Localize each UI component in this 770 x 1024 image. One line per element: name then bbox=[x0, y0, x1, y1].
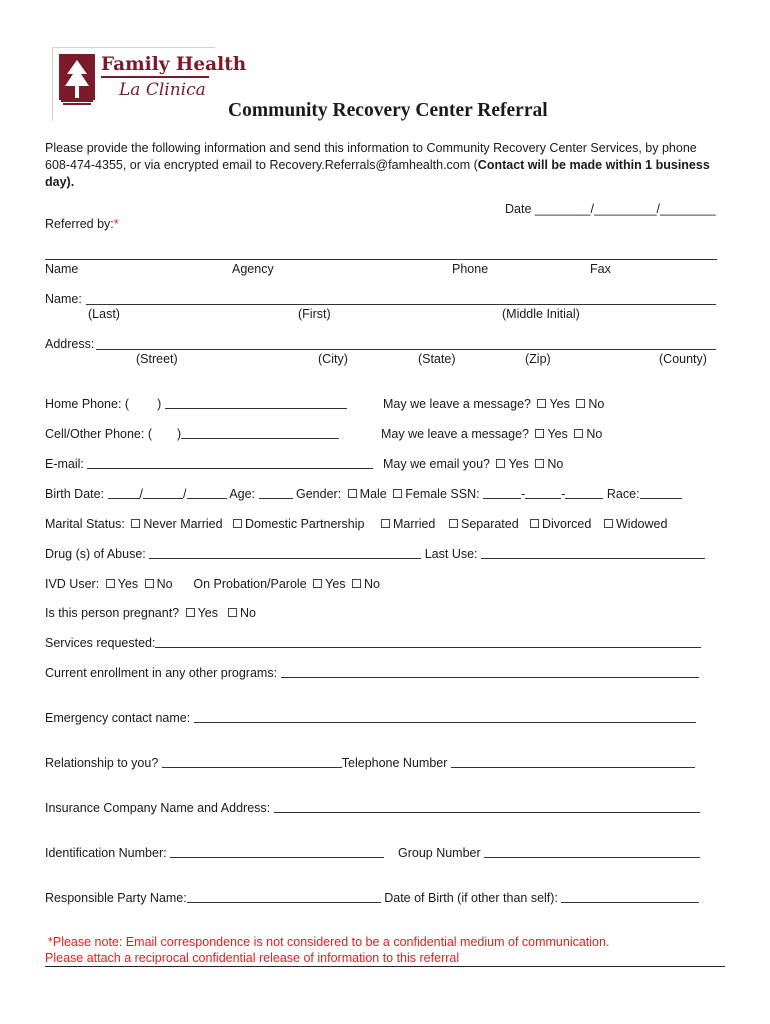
birth-day-input[interactable] bbox=[143, 487, 183, 499]
birth-year-input[interactable] bbox=[187, 487, 227, 499]
checkbox-icon[interactable] bbox=[313, 579, 322, 588]
last-use-input[interactable] bbox=[481, 547, 705, 559]
relationship-row: Relationship to you? Telephone Number bbox=[45, 756, 695, 770]
marital-row: Marital Status: Never Married bbox=[45, 517, 223, 531]
cell-phone-input[interactable] bbox=[181, 427, 339, 439]
insurance-row: Insurance Company Name and Address: bbox=[45, 801, 700, 815]
group-number-input[interactable] bbox=[484, 846, 700, 858]
identification-row: Identification Number: Group Number bbox=[45, 846, 700, 860]
email-question: May we email you? Yes No bbox=[383, 457, 564, 471]
emergency-row: Emergency contact name: bbox=[45, 711, 696, 725]
address-part-city: (City) bbox=[318, 352, 348, 366]
home-message-question: May we leave a message? Yes No bbox=[383, 397, 605, 411]
checkbox-icon[interactable] bbox=[186, 608, 195, 617]
checkbox-icon[interactable] bbox=[106, 579, 115, 588]
address-part-street: (Street) bbox=[136, 352, 178, 366]
checkbox-icon[interactable] bbox=[449, 519, 458, 528]
checkbox-icon[interactable] bbox=[535, 429, 544, 438]
telephone-input[interactable] bbox=[451, 756, 695, 768]
cell-phone-row: Cell/Other Phone: ( ) bbox=[45, 427, 339, 441]
enrollment-input[interactable] bbox=[281, 666, 699, 678]
referrer-line[interactable] bbox=[45, 259, 717, 260]
responsible-row: Responsible Party Name: Date of Birth (if other than self): bbox=[45, 891, 699, 905]
checkbox-icon[interactable] bbox=[393, 489, 402, 498]
drugs-input[interactable] bbox=[149, 547, 421, 559]
logo-rule bbox=[101, 76, 209, 78]
ssn-part2-input[interactable] bbox=[525, 487, 561, 499]
home-phone-label: Home Phone: ( bbox=[45, 397, 130, 411]
birth-row: Birth Date: / / Age: Gender: Male Female SSN: - - Race: bbox=[45, 487, 682, 501]
footer-rule bbox=[45, 966, 725, 967]
checkbox-icon[interactable] bbox=[604, 519, 613, 528]
services-row: Services requested: bbox=[45, 636, 701, 650]
checkbox-icon[interactable] bbox=[348, 489, 357, 498]
cell-phone-label: Cell/Other Phone: ( bbox=[45, 427, 152, 441]
services-input[interactable] bbox=[155, 636, 701, 648]
referrer-col-agency: Agency bbox=[232, 262, 274, 276]
checkbox-icon[interactable] bbox=[530, 519, 539, 528]
intro-bold: Contact will be made within 1 business day). bbox=[45, 158, 710, 189]
referrer-col-fax: Fax bbox=[590, 262, 611, 276]
referrer-col-phone: Phone bbox=[452, 262, 489, 276]
checkbox-icon[interactable] bbox=[131, 519, 140, 528]
checkbox-icon[interactable] bbox=[576, 399, 585, 408]
note-email: *Please note: Email correspondence is not considered to be a confidential medium of communication. bbox=[48, 935, 610, 949]
checkbox-icon[interactable] bbox=[352, 579, 361, 588]
marital-option-widowed: Widowed bbox=[601, 517, 667, 531]
marital-option-married: Married bbox=[378, 517, 435, 531]
note-release: Please attach a reciprocal confidential release of information to this referral bbox=[45, 951, 460, 965]
marital-option-separated: Separated bbox=[446, 517, 519, 531]
checkbox-icon[interactable] bbox=[535, 459, 544, 468]
home-phone-row: Home Phone: ( ) bbox=[45, 397, 347, 411]
name-part-middle: (Middle Initial) bbox=[502, 307, 580, 321]
drugs-row: Drug (s) of Abuse: Last Use: bbox=[45, 547, 705, 561]
referrer-col-name: Name bbox=[45, 262, 79, 276]
ivd-row: IVD User: Yes No On Probation/Parole Yes No bbox=[45, 577, 381, 591]
name-label: Name: bbox=[45, 292, 82, 306]
name-input-line[interactable] bbox=[86, 304, 716, 305]
form-title: Community Recovery Center Referral bbox=[228, 100, 548, 121]
relationship-input[interactable] bbox=[162, 756, 342, 768]
responsible-dob-input[interactable] bbox=[561, 891, 699, 903]
race-input[interactable] bbox=[640, 487, 682, 499]
responsible-input[interactable] bbox=[187, 891, 381, 903]
intro-text: Please provide the following information and send this information to Community Recovery Center Services, by phone 608-474-4355, or via encrypted email to Recovery.Referrals@famhealth.com ( bbox=[45, 141, 697, 172]
intro-paragraph bbox=[45, 140, 725, 191]
address-part-county: (County) bbox=[659, 352, 707, 366]
checkbox-icon[interactable] bbox=[233, 519, 242, 528]
required-mark: * bbox=[113, 217, 119, 231]
insurance-input[interactable] bbox=[274, 801, 700, 813]
logo-title: Family Health bbox=[101, 54, 247, 75]
ssn-part1-input[interactable] bbox=[483, 487, 521, 499]
address-part-state: (State) bbox=[418, 352, 456, 366]
enrollment-row: Current enrollment in any other programs: bbox=[45, 666, 699, 680]
checkbox-icon[interactable] bbox=[145, 579, 154, 588]
referred-by-label: Referred by:* bbox=[45, 217, 119, 231]
checkbox-icon[interactable] bbox=[537, 399, 546, 408]
birth-month-input[interactable] bbox=[108, 487, 140, 499]
home-phone-input[interactable] bbox=[165, 397, 347, 409]
date-field[interactable]: Date ________/_________/________ bbox=[505, 202, 716, 216]
identification-input[interactable] bbox=[170, 846, 384, 858]
name-part-last: (Last) bbox=[88, 307, 120, 321]
marital-option-divorced: Divorced bbox=[527, 517, 591, 531]
address-part-zip: (Zip) bbox=[525, 352, 551, 366]
checkbox-icon[interactable] bbox=[228, 608, 237, 617]
ssn-part3-input[interactable] bbox=[565, 487, 603, 499]
checkbox-icon[interactable] bbox=[496, 459, 505, 468]
family-health-logo-mark-icon bbox=[59, 54, 95, 106]
address-input-line[interactable] bbox=[96, 349, 716, 350]
email-label: E-mail: bbox=[45, 457, 84, 471]
name-part-first: (First) bbox=[298, 307, 331, 321]
email-input[interactable] bbox=[87, 457, 373, 469]
emergency-input[interactable] bbox=[194, 711, 696, 723]
email-row bbox=[45, 457, 373, 471]
logo bbox=[52, 47, 247, 121]
cell-message-question: May we leave a message? Yes No bbox=[381, 427, 603, 441]
logo-subtitle: La Clinica bbox=[119, 80, 206, 100]
address-label: Address: bbox=[45, 337, 95, 351]
checkbox-icon[interactable] bbox=[381, 519, 390, 528]
age-input[interactable] bbox=[259, 487, 293, 499]
pregnant-row: Is this person pregnant? Yes No bbox=[45, 606, 256, 620]
checkbox-icon[interactable] bbox=[574, 429, 583, 438]
marital-option-domestic: Domestic Partnership bbox=[230, 517, 365, 531]
